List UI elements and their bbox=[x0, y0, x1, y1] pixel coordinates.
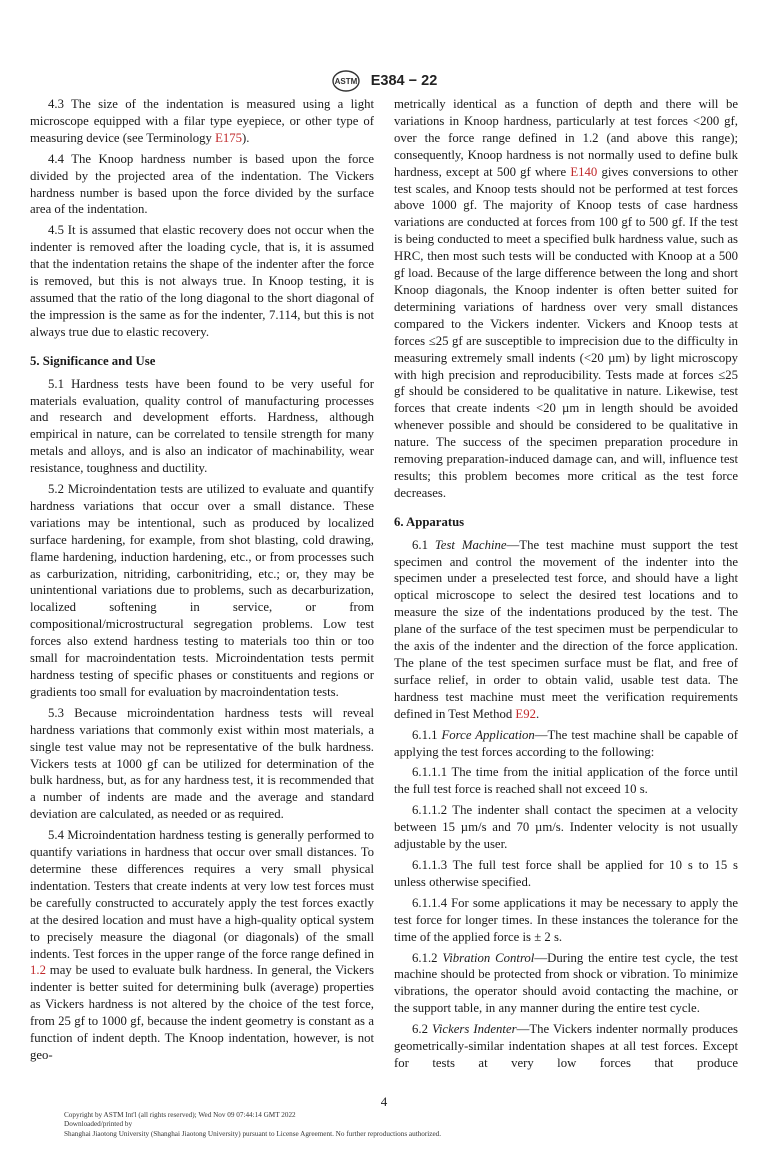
paragraph-text: 6.2 bbox=[412, 1022, 433, 1037]
paragraph-text: —The test machine shall be capable of applying the test forces according to the following: bbox=[394, 727, 738, 759]
paragraph-text: 4.3 The size of the indentation is measured using a light microscope equipped with a filar type eyepiece, or other type of measuring device (see Terminology bbox=[30, 97, 374, 145]
paragraph-text: 6.1.1.4 For some applications it may be necessary to apply the test force for longer times. In these instances the tolerance for the time of the applied force is ± 2 s. bbox=[394, 895, 738, 944]
paragraph bbox=[30, 481, 374, 701]
copyright-footer bbox=[64, 1111, 768, 1139]
paragraph-text: 6.1.1 bbox=[412, 727, 442, 742]
page-header bbox=[0, 70, 768, 94]
subsection-title: Vibration Control bbox=[442, 950, 535, 965]
paragraph-text: 5.2 Microindentation tests are utilized to evaluate and quantify hardness variations that occur over a small distance. These variations may be intentional, such as produced by localized surface hardening, for example, from shot blasting, cold drawing, flame hardening, induction hardening, etc., or from processes such as carburization, nitriding, carbonitriding, etc.; or, they may be unintentional variations due to problems, such as decarburization, localized softening in service, or from compositional/microstructural segregation problems. Low test forces also extend hardness testing to materials too thin or too small for macroindentation tests. Microindentation tests permit hardness testing of specific phases or constituents and regions or gradients too small for evaluation by macroindentation tests. bbox=[30, 482, 374, 699]
paragraph bbox=[394, 1021, 738, 1072]
subsection-title: Vickers Indenter bbox=[432, 1022, 517, 1037]
paragraph bbox=[394, 857, 738, 891]
paragraph bbox=[394, 895, 738, 946]
page-number: 4 bbox=[380, 1093, 388, 1109]
paragraph-text: 4.4 The Knoop hardness number is based upon the force divided by the projected area of the indentation. The Vickers hardness number is based upon the force divided by the surface area of the indentation. bbox=[30, 151, 374, 217]
section-heading: 6. Apparatus bbox=[394, 514, 465, 529]
paragraph-text: 5.3 Because microindentation hardness tests will reveal hardness variations that commonly exist within most materials, a single test value may not be representative of the bulk hardness. Vickers tests at 1000 gf can be utilized for determination of the bulk hardness, but, as for any hardness test, it is recommended that a number of indents are made and the average and standard deviation are calculated, as needed or as required. bbox=[30, 705, 374, 822]
paragraph bbox=[30, 151, 374, 219]
paragraph-text: . bbox=[535, 706, 540, 721]
paragraph bbox=[394, 96, 738, 502]
paragraph-text: —During the entire test cycle, the test machine should be protected from shock or vibration. To minimize vibrations, the operator should avoid contacting the machine, or the support table, in any manner during the entire test cycle. bbox=[394, 950, 739, 1016]
paragraph-text: metrically identical as a function of depth and there will be variations in Knoop hardness, particularly at test forces <200 gf, over the force range defined in 1.2 (and above this range); consequently, Knoop hardness is not normally used to define bulk hardness, except at 500 gf where bbox=[394, 97, 738, 179]
reference-link[interactable]: 1.2 bbox=[30, 963, 46, 978]
paragraph bbox=[394, 802, 738, 853]
paragraph-text: gives conversions to other test scales, and Knoop tests should not be performed at test forces above 1000 gf. The majority of Knoop tests of case hardness variations are conducted at forces from 100 gf to 500 gf. If the test is being conducted to meet a specified bulk hardness value, such as HRC, then most such tests will be conducted with Knoop at a 500 gf load. Because of the large difference between the long and short Knoop diagonals, the Knoop indenter is often better suited for determining variations of hardness over very small distances compared to the Vickers indenter. Vickers and Knoop tests at forces ≤25 gf are susceptible to imprecision due to the difficulty in measuring extremely small indents (<20 µm) by light microscopy with high precision and reproducibility. Tests made at forces ≤25 gf should be considered to be qualitative in nature. Likewise, test forces that create indents <20 µm in length should be avoided whenever possible and should be considered to be qualitative in nature. The success of the specimen preparation procedure in removing preparation-induced damage can, and will, influence test results; this problem becomes more critical as the test force decreases. bbox=[394, 164, 739, 500]
subsection-title: Force Application bbox=[441, 727, 535, 742]
footer-license-line: Shanghai Jiaotong University (Shanghai Jiaotong University) pursuant to License Agreement. No further reproductions authorized. bbox=[64, 1129, 442, 1138]
reference-link[interactable]: E92 bbox=[515, 706, 536, 721]
two-column-body bbox=[0, 96, 768, 1076]
astm-logo-icon bbox=[331, 70, 361, 92]
svg-text:ASTM: ASTM bbox=[334, 77, 358, 86]
footer-downloaded-line: Downloaded/printed by bbox=[64, 1120, 133, 1129]
paragraph bbox=[30, 222, 374, 340]
paragraph-text: ). bbox=[242, 130, 250, 145]
subsection-title: Test Machine bbox=[434, 537, 507, 552]
section-heading: 5. Significance and Use bbox=[30, 353, 156, 368]
paragraph-text: 6.1.1.1 The time from the initial application of the force until the full test force is reached shall not exceed 10 s. bbox=[394, 765, 738, 797]
paragraph-text: 6.1.1.3 The full test force shall be applied for 10 s to 15 s unless otherwise specified. bbox=[394, 857, 738, 889]
paragraph-text: 5.1 Hardness tests have been found to be very useful for materials evaluation, quality control of manufacturing processes and research and development efforts. Hardness, although empirical in nature, can be correlated to tensile strength for many metals and alloys, and is also an indicator of machinability, wear resistance, toughness and ductility. bbox=[30, 376, 374, 476]
paragraph-text: 6.1.2 bbox=[412, 950, 443, 965]
paragraph bbox=[394, 727, 738, 761]
paragraph bbox=[394, 537, 738, 723]
paragraph-text: 6.1 bbox=[412, 537, 435, 552]
paragraph bbox=[30, 827, 374, 1064]
left-column bbox=[30, 96, 374, 1068]
reference-link[interactable]: E140 bbox=[570, 164, 598, 179]
paragraph-text: —The test machine must support the test specimen and control the movement of the indenter into the specimen under a preselected test force, and should have a light optical microscope to select the desired test locations and to measure the size of the indentations produced by the test. The plane of the surface of the test specimen must be perpendicular to the axis of the indenter and the direction of the force application. The plane of the test specimen surface must be flat, and free of surface relief, in order to obtain valid, usable test data. The hardness test machine must meet the verification requirements defined in Test Method bbox=[394, 537, 738, 721]
paragraph bbox=[30, 705, 374, 823]
paragraph bbox=[394, 764, 738, 798]
reference-link[interactable]: E175 bbox=[215, 130, 243, 145]
paragraph-text: 6.1.1.2 The indenter shall contact the specimen at a velocity between 15 µm/s and 70 µm/s. Indenter velocity is not usually adjustable by the user. bbox=[394, 803, 738, 852]
paragraph-text: 5.4 Microindentation hardness testing is generally performed to quantify variations in hardness that occur over small distances. To determine these differences requires a very small physical indentation. Testers that create indents at very low test forces must be carefully constructed to accurately apply the test forces exactly at the desired location and must have a high-quality optical system to precisely measure the diagonal (or diagonals) of the small indents. Test forces in the upper range of the force range defined in bbox=[30, 828, 374, 961]
paragraph bbox=[30, 376, 374, 477]
right-column bbox=[394, 96, 738, 1076]
paragraph-text: —The Vickers indenter normally produces geometrically-similar indentation shapes at all test forces. Except for tests at very low forces that produce bbox=[394, 1022, 739, 1070]
paragraph bbox=[394, 950, 738, 1018]
footer-copyright-line: Copyright by ASTM Int'l (all rights reserved); Wed Nov 09 07:44:14 GMT 2022 bbox=[64, 1110, 296, 1119]
paragraph-text: 4.5 It is assumed that elastic recovery does not occur when the indenter is removed after the loading cycle, that is, it is assumed that the indentation retains the shape of the indenter after the force is removed, but this is not always true. In Knoop testing, it is assumed that the ratio of the long diagonal to the short diagonal of the impression is the same as for the indenter, 7.114, but this is not always true due to elastic recovery. bbox=[30, 223, 374, 339]
paragraph bbox=[30, 96, 374, 147]
paragraph-text: may be used to evaluate bulk hardness. In general, the Vickers indenter is better suited for determining bulk (average) properties as Vickers hardness is not altered by the choice of the test force, from 25 gf to 1000 gf, because the indent geometry is constant as a function of indent depth. The Knoop indentation, however, is not geo- bbox=[30, 963, 374, 1062]
document-id: E384 − 22 bbox=[370, 73, 438, 89]
